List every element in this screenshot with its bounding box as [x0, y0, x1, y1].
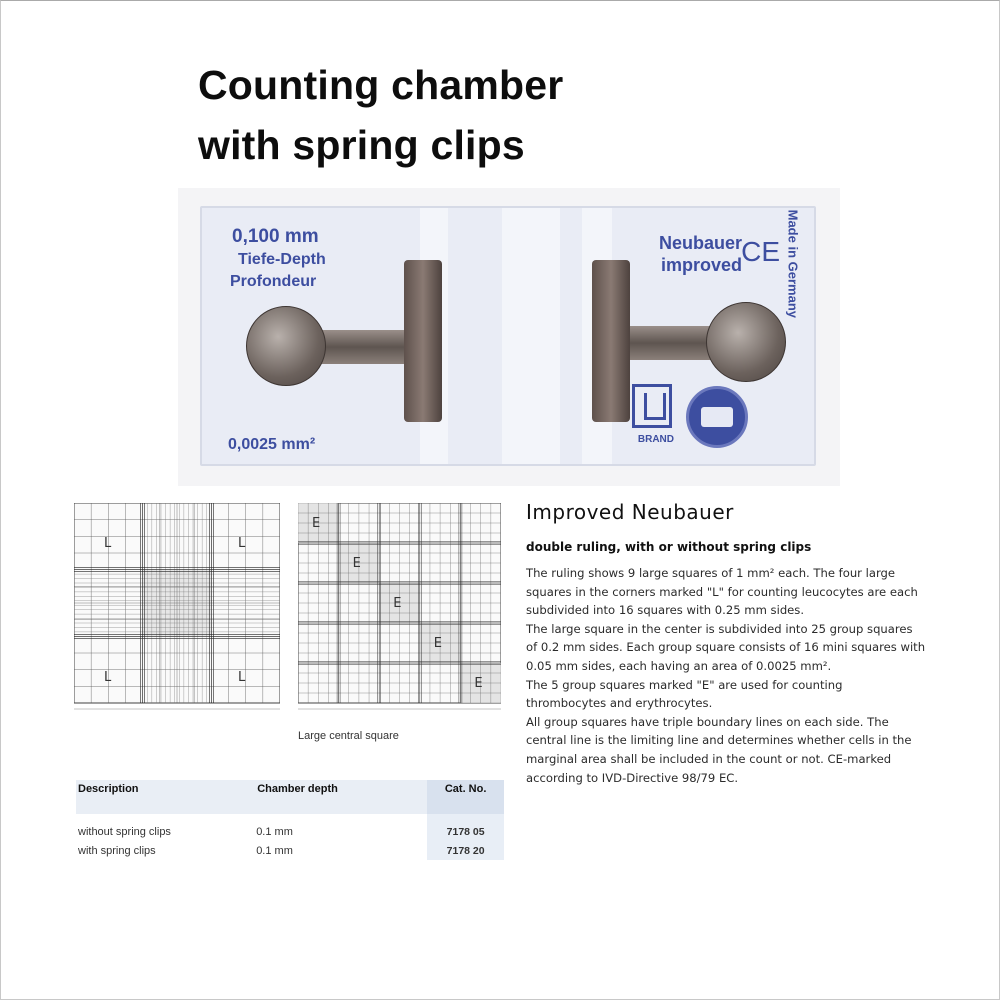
grid-mark-e: E: [433, 636, 443, 651]
slide-profondeur-label: Profondeur: [230, 273, 317, 290]
brand-logo: [632, 384, 672, 428]
counting-chamber-photo: [178, 188, 840, 486]
ruling-diagram-full: [74, 503, 280, 713]
slide-depth-label: 0,100 mm: [232, 226, 319, 247]
section-heading: Improved Neubauer: [526, 500, 734, 524]
cell-cat-no: 7178 05: [427, 822, 504, 841]
cell-cat-no: 7178 20: [427, 841, 504, 860]
cell-description: without spring clips: [78, 825, 171, 838]
table-row: [76, 822, 504, 841]
table-header-row: [76, 780, 504, 814]
col-header-description: Description: [76, 780, 256, 814]
ce-mark: CE: [741, 236, 780, 267]
title-line-1: Counting chamber: [198, 62, 564, 108]
quality-seal: [686, 386, 748, 448]
cell-description: with spring clips: [78, 844, 156, 857]
ruling-grid-svg: [74, 503, 280, 713]
grid-caption: Large central square: [298, 730, 399, 742]
grid-mark-e: E: [352, 556, 361, 571]
grid-mark-l: L: [238, 536, 246, 551]
description-column: [526, 500, 926, 787]
paragraph: The ruling shows 9 large squares of 1 mm² each. The four large squares in the corners marked "L" for counting leucocytes are each subdivided into 16 squares with 0.25 mm sides.: [526, 566, 918, 618]
grid-mark-e: E: [312, 516, 321, 531]
glass-slide: [200, 206, 816, 466]
brand-label: BRAND: [637, 434, 674, 445]
central-grid-svg: [298, 503, 501, 713]
section-subheading: double ruling, with or without spring clips: [526, 540, 812, 554]
title-line-2: with spring clips: [198, 122, 525, 168]
paragraph: The large square in the center is subdivided into 25 group squares of 0.2 mm sides. Each group square consists of 16 mini squares with 0.05 mm sides, each having an area of 0.0025 mm².: [526, 621, 926, 673]
made-in-label: Made in Germany: [785, 209, 800, 318]
ruling-diagram-central: [298, 503, 501, 713]
grid-mark-e: E: [393, 596, 402, 611]
cell-depth: 0.1 mm: [256, 844, 293, 857]
paragraph: All group squares have triple boundary lines on each side. The central line is the limiting line and determines whether cells in the marginal area shall be included in the count or not. CE-marked according to IVD-Directive 98/79 EC.: [526, 714, 912, 785]
col-header-depth: Chamber depth: [256, 780, 427, 814]
page-title: [198, 55, 718, 175]
table-row: [76, 841, 504, 860]
grid-mark-l: L: [104, 670, 112, 685]
section-paragraphs: [526, 564, 926, 787]
cell-depth: 0.1 mm: [256, 825, 293, 838]
paragraph: The 5 group squares marked "E" are used for counting thrombocytes and erythrocytes.: [526, 677, 843, 711]
col-header-cat-no: Cat. No.: [427, 780, 504, 814]
slide-area-label: 0,0025 mm²: [228, 436, 316, 453]
slide-tiefe-label: Tiefe-Depth: [238, 251, 326, 268]
grid-mark-l: L: [238, 670, 246, 685]
slide-model-label: Neubauer improved: [658, 233, 742, 275]
product-table: [76, 780, 504, 860]
grid-mark-l: L: [104, 536, 112, 551]
grid-mark-e: E: [474, 676, 483, 691]
